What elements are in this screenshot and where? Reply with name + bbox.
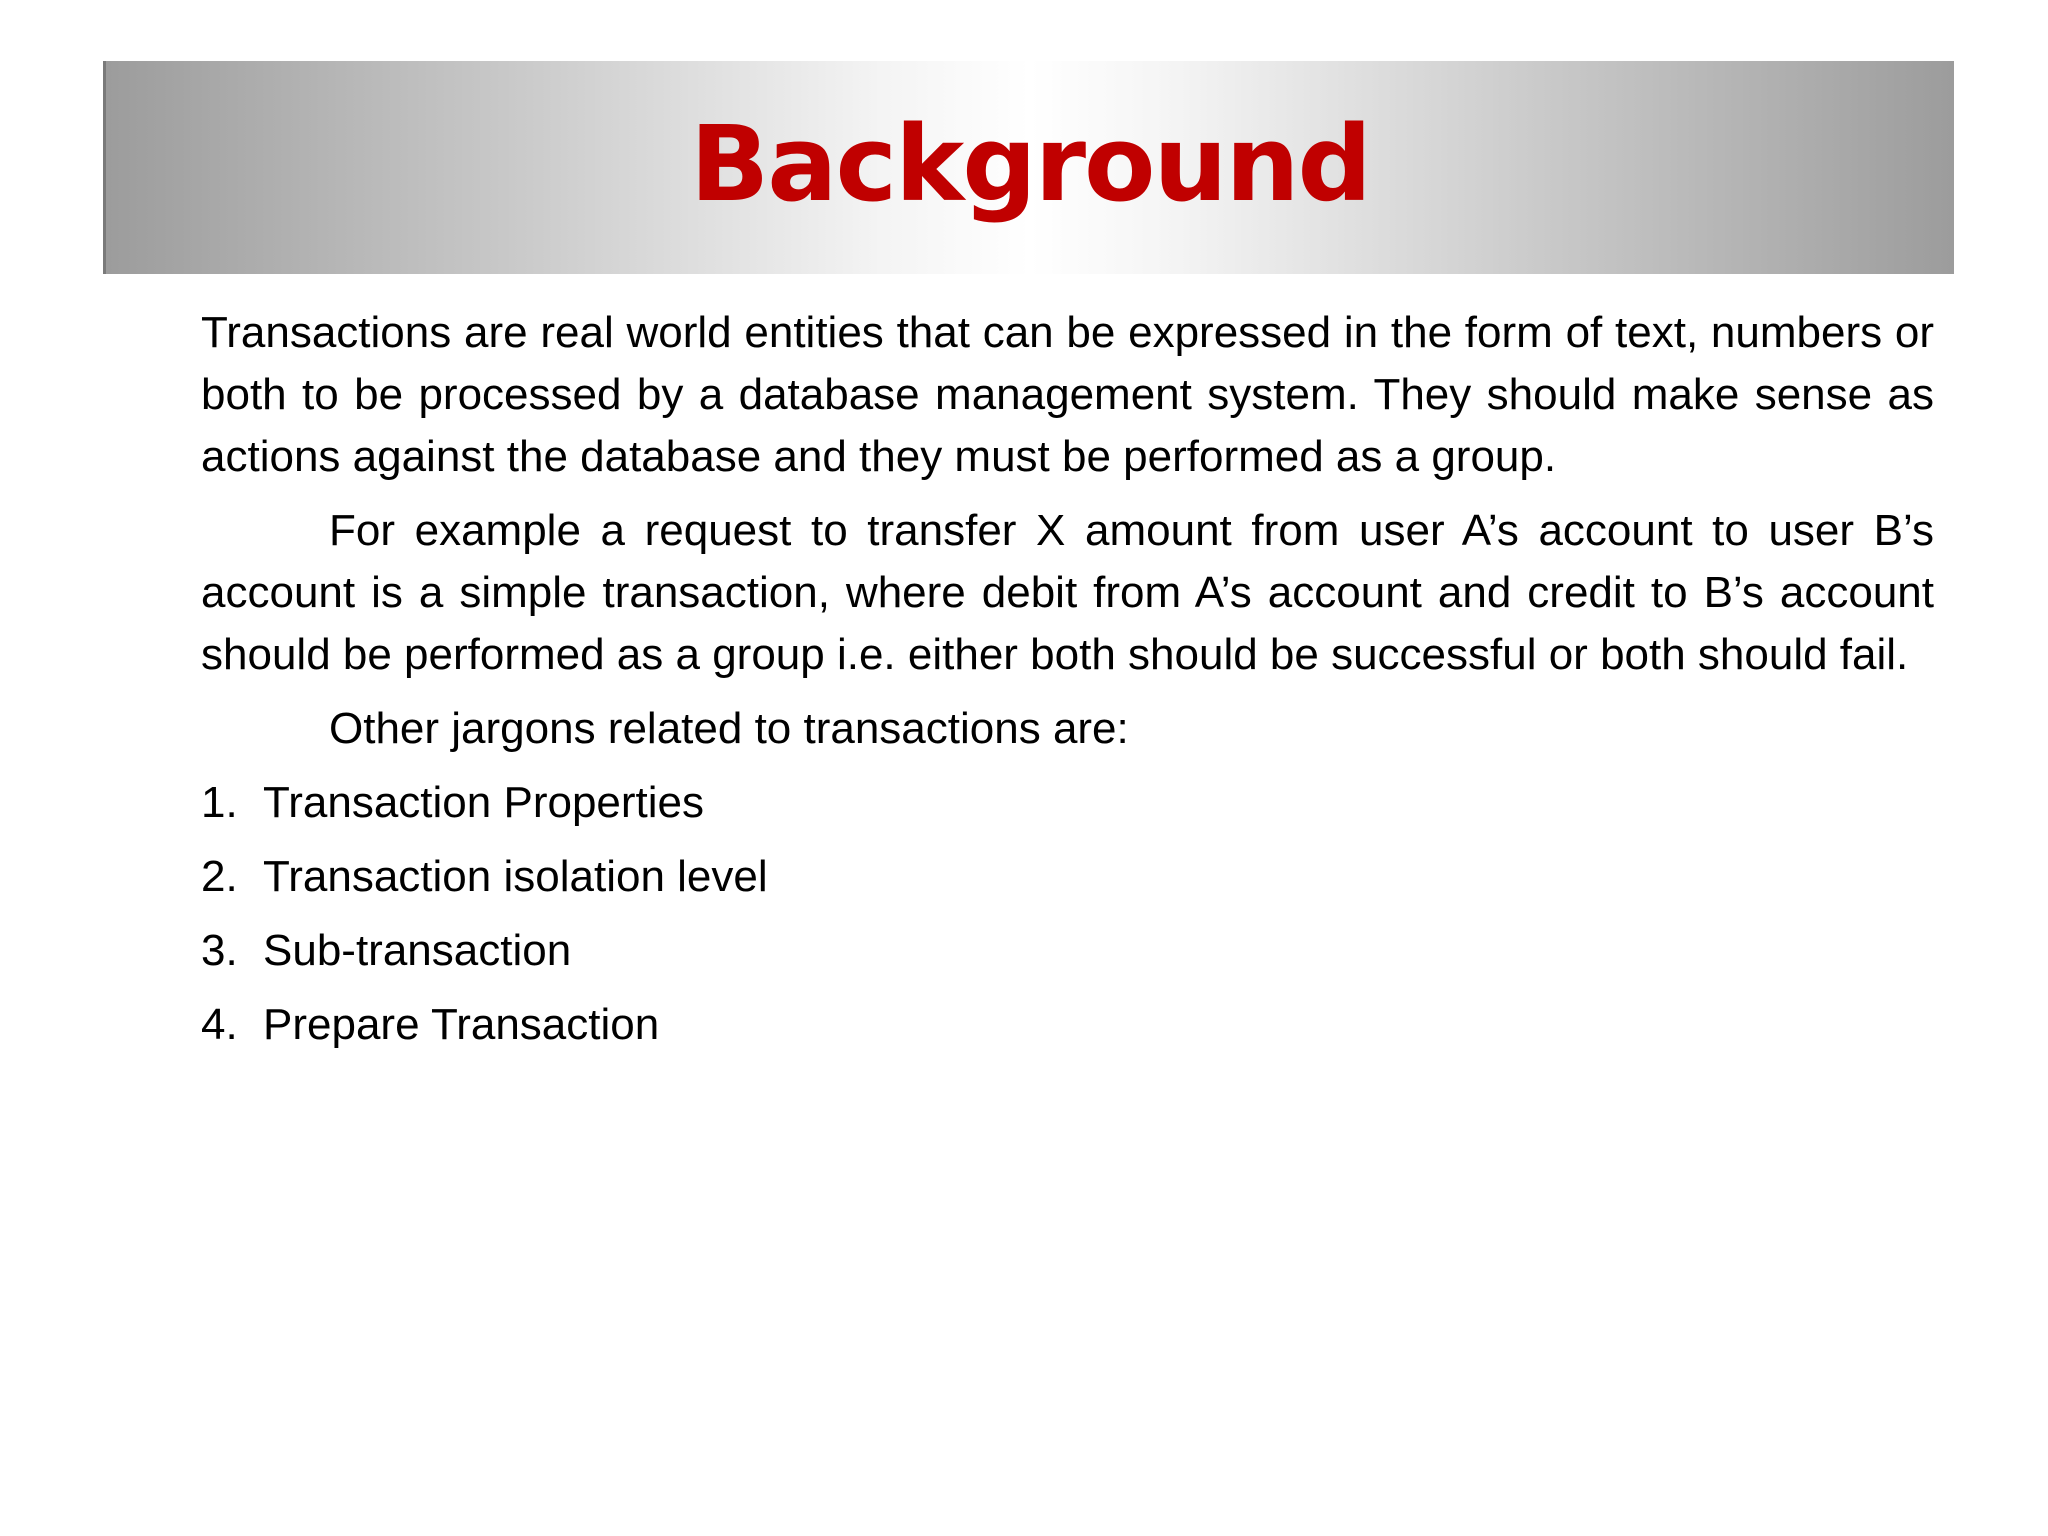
- list-item-text: Transaction isolation level: [263, 852, 768, 901]
- list-item: [201, 846, 1934, 908]
- paragraph-intro: Transactions are real world entities that can be expressed in the form of text, numbers or both to be processed by a database management system. They should make sense as actions against the database and they must be performed as a group.: [201, 308, 1934, 481]
- list-item: [201, 772, 1934, 834]
- list-item-number: 2.: [201, 852, 238, 901]
- title-banner: [103, 61, 1954, 274]
- list-item-number: 3.: [201, 926, 238, 975]
- slide-body: [201, 302, 1934, 1068]
- slide-title: Background: [690, 102, 1370, 225]
- list-item-text: Sub-transaction: [263, 926, 572, 975]
- list-item-text: Transaction Properties: [263, 778, 705, 827]
- list-item: [201, 920, 1934, 982]
- jargon-list: [201, 772, 1934, 1056]
- list-item-number: 4.: [201, 1000, 238, 1049]
- list-item-number: 1.: [201, 778, 238, 827]
- list-item: [201, 994, 1934, 1056]
- paragraph-jargons-lead: Other jargons related to transactions are:: [329, 704, 1129, 753]
- paragraph-example: For example a request to transfer X amount from user A’s account to user B’s account is a simple transaction, where debit from A’s account and credit to B’s account should be performed as a group i.e. either both should be successful or both should fail.: [201, 506, 1934, 679]
- list-item-text: Prepare Transaction: [263, 1000, 660, 1049]
